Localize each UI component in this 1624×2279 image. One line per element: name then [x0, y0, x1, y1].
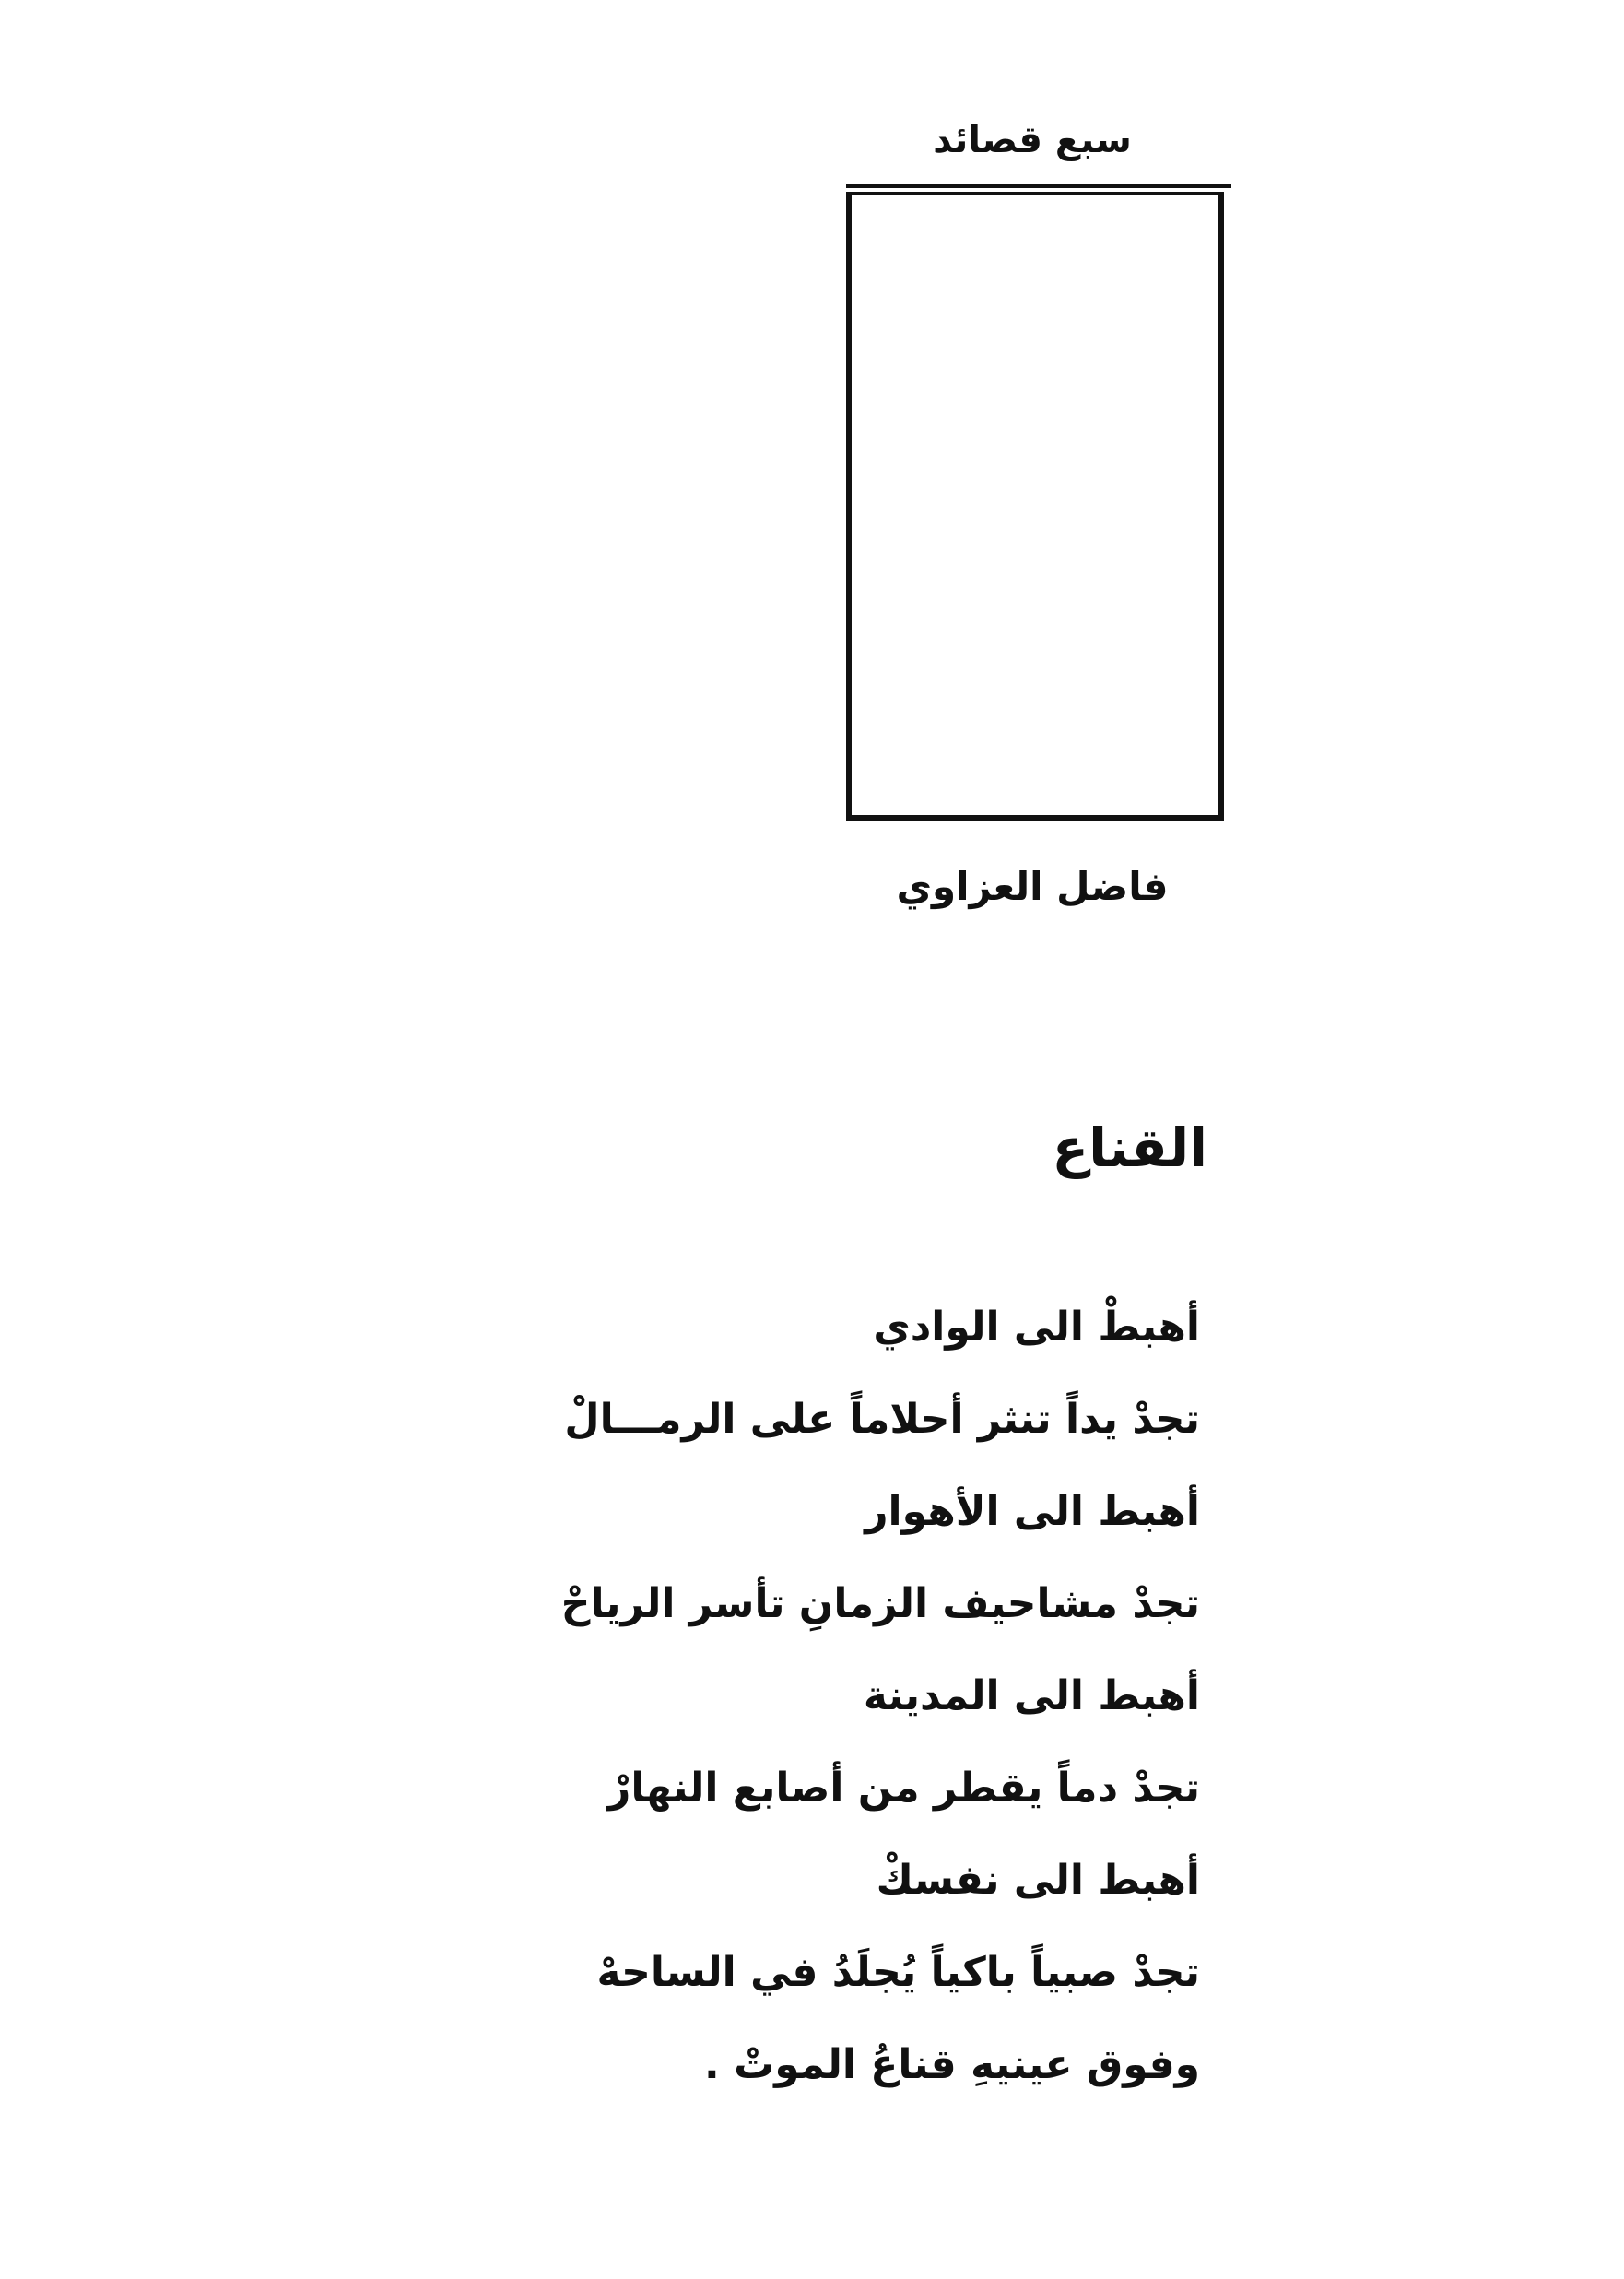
image-frame [846, 192, 1224, 821]
poem-line: أهبط الى المدينة [863, 1672, 1200, 1719]
poem-line: أهبطْ الى الوادي [873, 1304, 1200, 1351]
poem-body [444, 1281, 1200, 2111]
poem-line: تجدْ يداً تنثر أحلاماً على الرمـــالْ [564, 1396, 1200, 1443]
poem-line: أهبط الى الأهوار [865, 1488, 1200, 1535]
poem-line: تجدْ مشاحيف الزمانِ تأسر الرياحْ [560, 1580, 1200, 1627]
poem-line: أهبط الى نفسكْ [876, 1857, 1200, 1904]
poem-line: وفوق عينيهِ قناعُ الموتْ . [704, 2041, 1200, 2088]
poem-line: تجدْ صبياً باكياً يُجلَدُ في الساحهْ [596, 1949, 1200, 1996]
poem-title: القناع [1052, 1116, 1207, 1179]
collection-title: سبع قصائد [933, 119, 1132, 161]
poem-line: تجدْ دماً يقطر من أصابع النهارْ [606, 1765, 1200, 1812]
title-rule [846, 184, 1231, 188]
author-name: فاضل العزاوي [896, 864, 1169, 909]
